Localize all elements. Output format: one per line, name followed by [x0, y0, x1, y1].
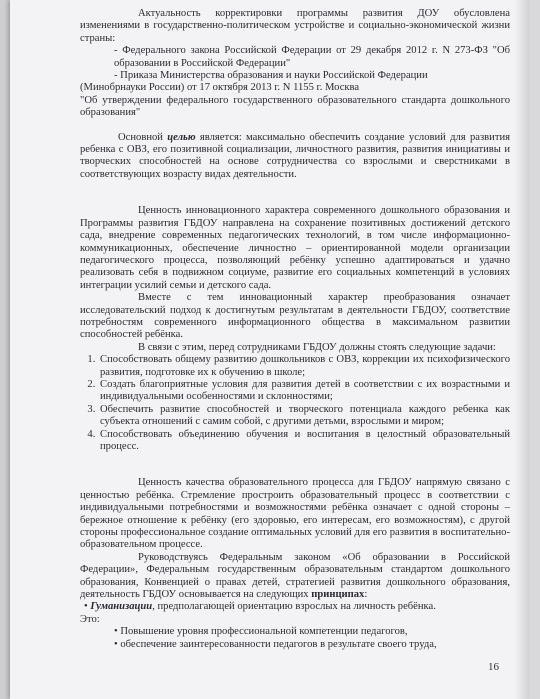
- principle-humanization: • Гуманизации, предполагающей ориентацию взрослых на личность ребёнка.: [84, 601, 436, 613]
- paragraph-quality: Ценность качества образовательного процесса для ГБДОУ напрямую связано с ценностью ребёнка. Стремление простроить образовательный процесс в соответствии с индивидуальными потребностями и возможностями ребёнка означает с одной стороны – бережное отношение к ребёнку (его здоровью, его интересам, его возможностям), с другой стороны профессиональное создание оптимальных условий для его развития в воспитательно-образовательном процессе.: [80, 477, 510, 551]
- page-number: 16: [488, 661, 499, 673]
- page-text: [80, 8, 510, 651]
- scan-left-edge: [0, 0, 10, 699]
- law-reference-2c: "Об утверждении федерального государственного образовательного стандарта дошкольного образования": [80, 94, 510, 119]
- goal-word: целью: [167, 131, 196, 143]
- law-reference-2b: (Минобрнауки России) от 17 октября 2013 г. N 1155 г. Москва: [80, 82, 360, 94]
- goal-prefix: Основной: [118, 131, 168, 143]
- paragraph-principles: [80, 552, 510, 602]
- principles-word: принципах: [311, 589, 365, 601]
- law-reference-1: - Федерального закона Российской Федерации от 29 декабря 2012 г. N 273-ФЗ "Об образовании в Российской Федерации": [114, 45, 510, 69]
- tasks-intro: В связи с этим, перед сотрудниками ГБДОУ должны стоять следующие задачи:: [138, 341, 496, 353]
- paragraph-innovation: Вместе с тем инновационный характер преобразования означает исследовательский подход к достигнутым результатам в деятельности ГБДОУ, соответствие потребностям современного информационного общества в максимальном развитии способностей ребёнка.: [80, 292, 510, 341]
- list-item: 2. Создать благоприятные условия для развития детей в соответствии с их возрастными и индивидуальными особенностями и склонностями;: [98, 379, 510, 404]
- principles-colon: :: [364, 589, 368, 601]
- goal-rest: является: максимально обеспечить создание условий для развития ребенка с ОВЗ, его позитивной социализации, личностного развития, развития инициативы и творческих способностей на основе сотрудничества со взрослыми и сверстниками в соответствующих возрасту видах деятельности.: [80, 131, 510, 180]
- this-label: Это:: [80, 613, 100, 625]
- document-page: [10, 0, 528, 699]
- list-item: • Повышение уровня профессиональной компетенции педагогов,: [114, 626, 510, 638]
- principle-word: Гуманизации: [90, 601, 153, 613]
- page-edge-shadow: [514, 0, 528, 699]
- law-reference-2a: - Приказа Министерства образования и науки Российской Федерации: [114, 70, 428, 82]
- list-item: 1. Способствовать общему развитию дошкольников с ОВЗ, коррекции их психофизического развития, подготовке их к обучению в школе;: [98, 354, 510, 379]
- principle-rest: , предполагающей ориентацию взрослых на личность ребёнка.: [152, 601, 436, 613]
- list-item: • обеспечение заинтересованности педагогов в результате своего труда,: [114, 639, 510, 651]
- tasks-list: [80, 354, 510, 453]
- paragraph-value: Ценность инновационного характера современного дошкольного образования и Программы развития ГБДОУ направлена на сохранение позитивных достижений детского сада, внедрение современных педагогических технологий, в том числе информационно-коммуникационных, обеспечение личностно – ориентированной модели организации педагогического процесса, позволяющий ребёнку успешно адаптироваться и удачно реализовать себя в подвижном социуме, развитие его социальных компетенций в условиях интеграции усилий семьи и детского сада.: [80, 205, 510, 291]
- paragraph-relevance: Актуальность корректировки программы развития ДОУ обусловлена изменениями в государственно-политическом устройстве и социально-экономической жизни страны:: [80, 8, 510, 44]
- bullet-list: [80, 626, 510, 651]
- principles-prefix: Руководствуясь Федеральным законом «Об образовании в Российской Федерации», Федеральным государственным образовательным стандартом дошкольного образования, Конвенцией о правах детей, стратегией развития дошкольного образования, деятельность ГБДОУ основывается на следующих: [80, 551, 510, 601]
- list-item: 4. Способствовать объединению обучения и воспитания в целостный образовательный процесс.: [98, 429, 510, 454]
- list-item: 3. Обеспечить развитие способностей и творческого потенциала каждого ребенка как субъекта отношений с самим собой, с другими детьми, взрослыми и миром;: [98, 404, 510, 429]
- paragraph-goal: [80, 132, 510, 182]
